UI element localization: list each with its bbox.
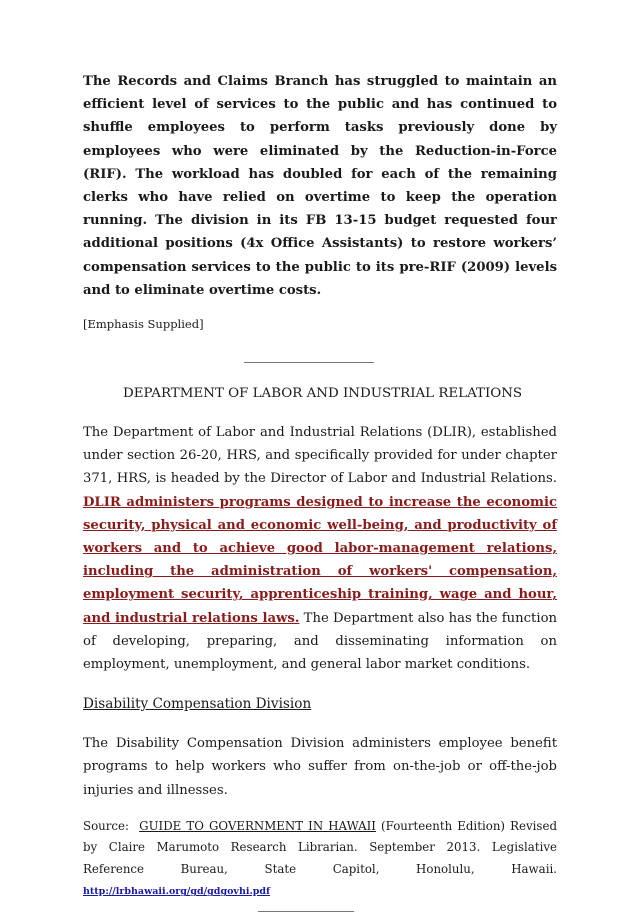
document-page — [83, 70, 557, 912]
source-label: Source: — [83, 818, 129, 833]
section-divider — [244, 362, 374, 363]
quoted-paragraph: The Records and Claims Branch has struggled to maintain an efficient level of services to the public and has continued to shuffle employees to perform tasks previously done by employees who were eliminated by the Reduction-in-Force (RIF). The workload has doubled for each of the remaining clerks who have relied on overtime to keep the operation running. The division in its FB 13-15 budget requested four additional positions (4x Office Assistants) to restore workers’ compensation services to the public to its pre-RIF (2009) levels and to eliminate overtime costs. — [83, 74, 557, 298]
division-heading: Disability Compensation Division — [83, 696, 312, 713]
department-highlight: DLIR administers programs designed to increase the economic security, physical and economic well-being, and productivity of workers and to achieve good labor-management relations, including the administration of workers' compensation, employment security, apprenticeship training, wage and hour, and industrial relations laws. — [83, 494, 557, 626]
department-paragraph — [83, 421, 557, 676]
source-details: (Fourteenth Edition) Revised by Claire Marumoto Research Librarian. September 2013. Legislative Reference Bureau, State Capitol, Honolulu, Hawaii. — [83, 818, 558, 876]
department-title: DEPARTMENT OF LABOR AND INDUSTRIAL RELATIONS — [123, 386, 523, 402]
source-link[interactable]: http://lrbhawaii.org/gd/gdgovhi.pdf — [83, 886, 271, 898]
department-intro: The Department of Labor and Industrial Relations (DLIR), established under section 26-20, HRS, and specifically provided for under chapter 371, HRS, is headed by the Director of Labor and Industrial Relations. — [83, 425, 557, 487]
source-citation — [83, 816, 557, 903]
source-title: GUIDE TO GOVERNMENT IN HAWAII — [139, 818, 376, 833]
emphasis-note: [Emphasis Supplied] — [83, 317, 204, 332]
division-paragraph: The Disability Compensation Division administers employee benefit programs to help workers who suffer from on-the-job or off-the-job injuries and illnesses. — [83, 736, 557, 798]
department-outro: The Department also has the function of developing, preparing, and disseminating information on employment, unemployment, and general labor market conditions. — [83, 610, 558, 673]
